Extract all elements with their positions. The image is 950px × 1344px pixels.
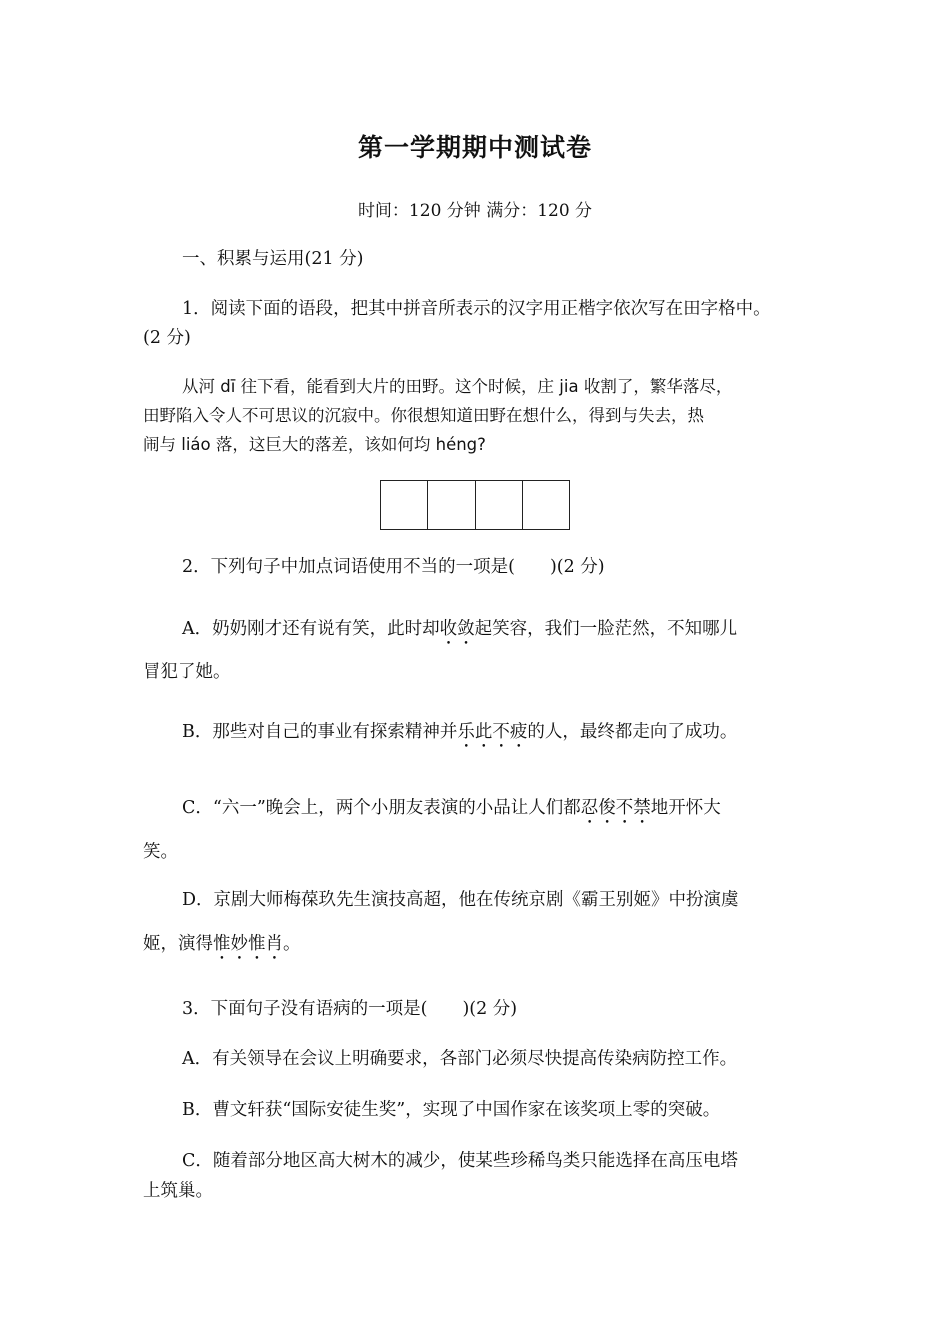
q1-passage-line2: 田野陷入令人不可思议的沉寂中。你很想知道田野在想什么，得到与失去，热 xyxy=(143,406,704,425)
q2-b-text-rest: 的人，最终都走向了成功。 xyxy=(527,722,738,742)
grid-cell[interactable] xyxy=(476,481,523,529)
q1-passage-line1: 从河 dī 往下看，能看到大片的田野。这个时候，庄 jia 收割了，繁华落尽， xyxy=(182,377,733,396)
q2-c-text: C．“六一”晚会上，两个小朋友表演的小品让人们都 xyxy=(182,798,581,818)
section-heading: 一、积累与运用(21 分) xyxy=(182,249,364,269)
q2-option-c-line2: 笑。 xyxy=(143,842,178,862)
q2-option-a xyxy=(182,618,737,649)
q3-stem: 3．下面句子没有语病的一项是( )(2 分) xyxy=(182,999,518,1019)
grid-cell[interactable] xyxy=(523,481,569,529)
exam-info: 时间：120 分钟 满分：120 分 xyxy=(357,201,593,221)
q2-option-c xyxy=(182,797,721,828)
q2-d-text: 姬，演得 xyxy=(143,934,213,954)
q2-a-dotted-word: 收敛 xyxy=(439,619,475,639)
q3-option-a: A．有关领导在会议上明确要求，各部门必须尽快提高传染病防控工作。 xyxy=(182,1049,738,1069)
q2-b-text: B．那些对自己的事业有探索精神并 xyxy=(182,722,458,742)
q2-stem: 2．下列句子中加点词语使用不当的一项是( )(2 分) xyxy=(182,557,605,577)
tianzige-answer-grid[interactable] xyxy=(380,480,570,530)
q2-option-d-line2 xyxy=(143,933,301,964)
q3-option-b: B．曹文轩获“国际安徒生奖”，实现了中国作家在该奖项上零的突破。 xyxy=(182,1100,721,1120)
q2-d-dotted-word: 惟妙惟肖 xyxy=(213,934,283,954)
grid-cell[interactable] xyxy=(381,481,428,529)
q1-stem: 1．阅读下面的语段，把其中拼音所表示的汉字用正楷字依次写在田字格中。 xyxy=(182,299,771,319)
q1-passage-line3: 闹与 liáo 落，这巨大的落差，该如何均 héng? xyxy=(143,435,486,454)
q2-c-dotted-word: 忍俊不禁 xyxy=(580,798,651,818)
q2-a-text: A．奶奶刚才还有说有笑，此时却 xyxy=(182,619,440,639)
q2-option-a-line2: 冒犯了她。 xyxy=(143,662,231,682)
q2-option-d: D．京剧大师梅葆玖先生演技高超，他在传统京剧《霸王别姬》中扮演虞 xyxy=(182,890,739,910)
q2-b-dotted-word: 乐此不疲 xyxy=(457,722,528,742)
q2-d-text-rest: 。 xyxy=(283,934,301,954)
q2-option-b xyxy=(182,721,737,752)
q2-c-text-rest: 地开怀大 xyxy=(650,798,721,818)
page-title: 第一学期期中测试卷 xyxy=(357,133,592,162)
q3-option-c: C．随着部分地区高大树木的减少，使某些珍稀鸟类只能选择在高压电塔 xyxy=(182,1151,738,1171)
q2-a-text-rest: 起笑容，我们一脸茫然，不知哪儿 xyxy=(474,619,738,639)
q3-option-c-line2: 上筑巢。 xyxy=(143,1181,213,1201)
grid-cell[interactable] xyxy=(428,481,475,529)
q1-points: (2 分) xyxy=(143,328,191,348)
